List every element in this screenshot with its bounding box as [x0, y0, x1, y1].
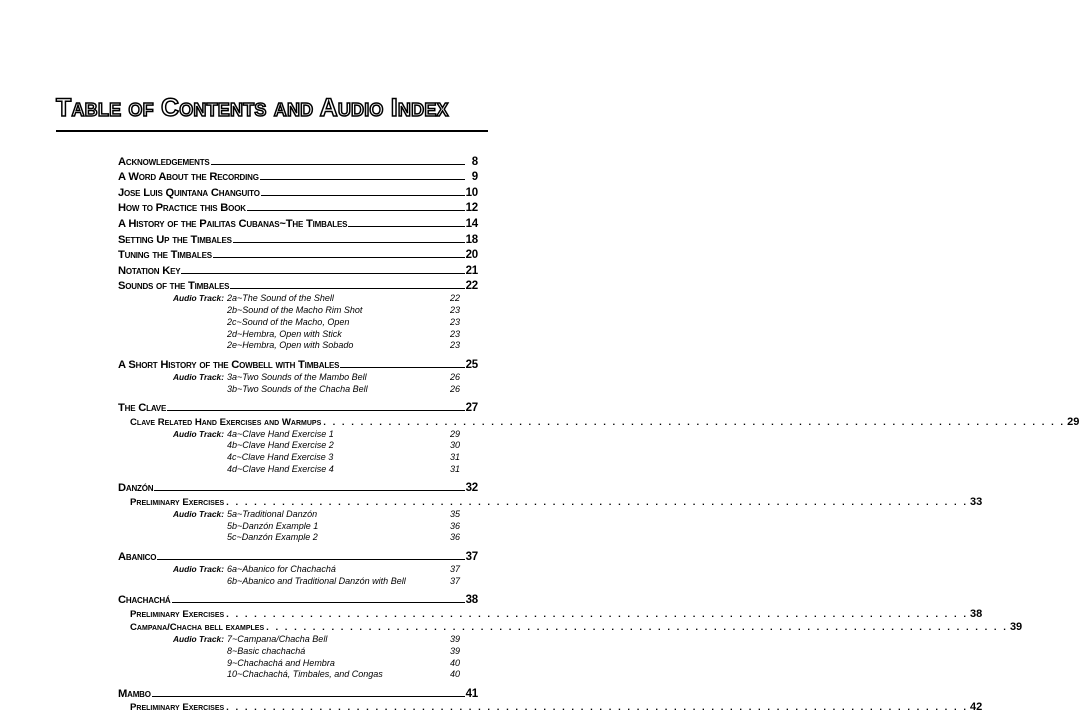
audio-track-row[interactable] — [118, 428, 478, 440]
audio-track-page: 29 — [449, 428, 460, 439]
leader-line — [152, 696, 465, 697]
toc-entry[interactable] — [118, 152, 478, 168]
leader-line — [261, 195, 465, 196]
toc-entry-title: Setting Up the Timbales — [118, 233, 232, 246]
audio-track-row[interactable] — [118, 371, 478, 383]
audio-track-page: 39 — [449, 645, 460, 656]
audio-track-title: 6a~Abanico for Chachachá — [227, 563, 336, 574]
toc-entry-title: Acknowledgements — [118, 155, 210, 168]
audio-track-page: 26 — [449, 371, 460, 382]
toc-page-number: 20 — [465, 249, 478, 262]
toc-entry-title: Abanico — [118, 550, 157, 563]
toc-entry-title: Notation Key — [118, 264, 181, 277]
toc-entry[interactable] — [118, 277, 478, 293]
leader-line — [154, 490, 464, 491]
toc-entry-title: How to Practice this Book — [118, 202, 246, 215]
toc-subentry-title: Preliminary Exercises — [130, 496, 225, 508]
toc-entry[interactable] — [118, 547, 478, 563]
audio-track-title: 3a~Two Sounds of the Mambo Bell — [227, 371, 367, 382]
title-rule — [56, 130, 488, 132]
toc-subentry-title: Campana/Chacha bell examples — [130, 622, 265, 634]
toc-entry[interactable] — [118, 684, 478, 700]
audio-track-row[interactable] — [118, 439, 478, 451]
leader-line — [181, 273, 464, 274]
dot-leader: . . . . . . . . . . . . . . . . . . . . . . . . . . . . . . . . . . . . . . . . . . . . . . . . . . . . . . . . . . . . . . . . . . . . . . . . . . . . . . . . — [226, 496, 968, 508]
toc-subentry[interactable] — [118, 606, 983, 620]
audio-track-prefix: Audio Track: — [172, 563, 224, 574]
dot-leader: . . . . . . . . . . . . . . . . . . . . . . . . . . . . . . . . . . . . . . . . . . . . . . . . . . . . . . . . . . . . . . . . . . . . . . . . . . . . . . . . — [226, 702, 968, 713]
audio-track-page: 23 — [449, 340, 460, 351]
toc-subentry[interactable] — [118, 414, 1079, 428]
toc-entry-title: Tuning the Timbales — [118, 249, 212, 262]
toc-subentry[interactable] — [118, 620, 1023, 634]
toc-subentry[interactable] — [118, 700, 983, 713]
audio-track-row[interactable] — [118, 633, 478, 645]
toc-page-number: 27 — [465, 402, 478, 415]
audio-track-page: 35 — [449, 508, 460, 519]
toc-subentry-title: Preliminary Exercises — [130, 608, 225, 620]
audio-track-row[interactable] — [118, 575, 478, 587]
toc-page-number: 41 — [465, 687, 478, 700]
toc-page-number: 32 — [465, 482, 478, 495]
audio-track-prefix: Audio Track: — [172, 428, 224, 439]
audio-track-row[interactable] — [118, 531, 478, 543]
audio-track-title: 2a~The Sound of the Shell — [227, 293, 334, 304]
leader-line — [213, 257, 465, 258]
audio-track-page: 31 — [449, 463, 460, 474]
audio-track-row[interactable] — [118, 657, 478, 669]
audio-track-page: 37 — [449, 575, 460, 586]
audio-track-title: 4b~Clave Hand Exercise 2 — [227, 440, 334, 451]
audio-track-title: 7~Campana/Chacha Bell — [227, 633, 328, 644]
audio-track-title: 6b~Abanico and Traditional Danzón with Bell — [227, 575, 406, 586]
leader-line — [260, 179, 465, 180]
toc-entry-title: Jose Luis Quintana Changuito — [118, 186, 260, 199]
toc-page-number: 22 — [465, 280, 478, 293]
leader-line — [157, 559, 464, 560]
audio-track-title: 5c~Danzón Example 2 — [227, 532, 318, 543]
audio-track-row[interactable] — [118, 668, 478, 680]
toc-page-number: 42 — [969, 701, 983, 713]
toc-page-number: 10 — [465, 186, 478, 199]
page-title: Table of Contents and Audio Index — [56, 94, 449, 122]
toc-entry[interactable] — [118, 168, 478, 184]
audio-track-page: 36 — [449, 520, 460, 531]
audio-track-row[interactable] — [118, 463, 478, 475]
toc-page-number: 39 — [1009, 621, 1023, 634]
toc-page-number: 33 — [969, 495, 983, 508]
toc-page-number: 21 — [465, 264, 478, 277]
toc-entry[interactable] — [118, 479, 478, 495]
toc-page-number: 38 — [465, 594, 478, 607]
audio-track-title: 5b~Danzón Example 1 — [227, 520, 319, 531]
audio-track-page: 37 — [449, 563, 460, 574]
audio-track-page: 30 — [449, 440, 460, 451]
toc-entry-title: A Word About the Recording — [118, 171, 259, 184]
audio-track-row[interactable] — [118, 328, 478, 340]
audio-track-title: 10~Chachachá, Timbales, and Congas — [227, 669, 383, 680]
audio-track-title: 5a~Traditional Danzón — [227, 508, 318, 519]
audio-track-page: 23 — [449, 328, 460, 339]
leader-line — [247, 210, 465, 211]
toc-entry-title: Danzón — [118, 482, 154, 495]
audio-track-prefix: Audio Track: — [172, 633, 224, 644]
toc-subentry[interactable] — [118, 494, 983, 508]
leader-line — [340, 367, 464, 368]
toc-entry-title: Sounds of the Timbales — [118, 280, 230, 293]
audio-track-title: 9~Chachachá and Hembra — [227, 657, 335, 668]
dot-leader: . . . . . . . . . . . . . . . . . . . . . . . . . . . . . . . . . . . . . . . . . . . . . . . . . . . . . . . . . . . . . . . . . . . . . . . . . . . . . . . . — [226, 608, 968, 620]
audio-track-page: 23 — [449, 316, 460, 327]
toc-entry[interactable] — [118, 355, 478, 371]
audio-track-title: 2d~Hembra, Open with Stick — [227, 328, 342, 339]
toc-page-number: 8 — [471, 155, 478, 168]
leader-line — [230, 288, 464, 289]
audio-track-row[interactable] — [118, 340, 478, 352]
audio-track-page: 31 — [449, 452, 460, 463]
toc-page-number: 14 — [465, 217, 478, 230]
table-of-contents — [118, 152, 1079, 713]
toc-page-number: 38 — [969, 607, 983, 620]
dot-leader: . . . . . . . . . . . . . . . . . . . . . . . . . . . . . . . . . . . . . . . . . . . . . . . . . . . . . . . . . . . . . . . . . . . . . . . . . . . . . . . . — [323, 416, 1066, 428]
toc-entry[interactable] — [118, 399, 478, 415]
toc-entry[interactable] — [118, 230, 478, 246]
audio-track-title: 8~Basic chachachá — [227, 645, 306, 656]
audio-track-row[interactable] — [118, 563, 478, 575]
toc-page-number: 9 — [471, 171, 478, 184]
toc-entry[interactable] — [118, 199, 478, 215]
audio-track-page: 22 — [449, 293, 460, 304]
toc-entry[interactable] — [118, 261, 478, 277]
toc-entry[interactable] — [118, 590, 478, 606]
audio-track-title: 3b~Two Sounds of the Chacha Bell — [227, 383, 368, 394]
toc-entry-title: Mambo — [118, 687, 151, 700]
toc-page-number: 25 — [465, 358, 478, 371]
audio-track-page: 40 — [449, 669, 460, 680]
toc-page-number: 29 — [1067, 415, 1079, 428]
leader-line — [211, 164, 465, 165]
toc-entry-title: A Short History of the Cowbell with Timbales — [118, 358, 340, 371]
audio-track-row[interactable] — [118, 304, 478, 316]
audio-track-page: 39 — [449, 633, 460, 644]
toc-entry[interactable] — [118, 214, 478, 230]
audio-track-prefix: Audio Track: — [172, 508, 224, 519]
audio-track-title: 4d~Clave Hand Exercise 4 — [227, 463, 334, 474]
audio-track-page: 36 — [449, 532, 460, 543]
toc-entry-title: A History of the Pailitas Cubanas~The Timbales — [118, 217, 348, 230]
audio-track-row[interactable] — [118, 292, 478, 304]
leader-line — [167, 410, 465, 411]
audio-track-page: 40 — [449, 657, 460, 668]
audio-track-title: 4c~Clave Hand Exercise 3 — [227, 452, 334, 463]
audio-track-prefix: Audio Track: — [172, 293, 224, 304]
toc-entry-title: Chachachá — [118, 594, 171, 607]
toc-entry-title: The Clave — [118, 402, 167, 415]
toc-subentry-title: Clave Related Hand Exercises and Warmups — [130, 416, 322, 428]
leader-line — [233, 242, 465, 243]
audio-track-row[interactable] — [118, 316, 478, 328]
audio-track-row[interactable] — [118, 451, 478, 463]
audio-track-row[interactable] — [118, 508, 478, 520]
audio-track-title: 2e~Hembra, Open with Sobado — [227, 340, 354, 351]
dot-leader: . . . . . . . . . . . . . . . . . . . . . . . . . . . . . . . . . . . . . . . . . . . . . . . . . . . . . . . . . . . . . . . . . . . . . . . . . . . . . . . . — [266, 622, 1008, 634]
toc-page-number: 12 — [465, 202, 478, 215]
toc-page-number: 37 — [465, 550, 478, 563]
audio-track-title: 2b~Sound of the Macho Rim Shot — [227, 305, 363, 316]
audio-track-row[interactable] — [118, 383, 478, 395]
toc-subentry-title: Preliminary Exercises — [130, 702, 225, 713]
leader-line — [172, 602, 465, 603]
audio-track-title: 2c~Sound of the Macho, Open — [227, 316, 350, 327]
audio-track-page: 23 — [449, 305, 460, 316]
toc-entry[interactable] — [118, 183, 478, 199]
audio-track-title: 4a~Clave Hand Exercise 1 — [227, 428, 334, 439]
toc-page-number: 18 — [465, 233, 478, 246]
leader-line — [348, 226, 464, 227]
toc-entry[interactable] — [118, 246, 478, 262]
audio-track-page: 26 — [449, 383, 460, 394]
audio-track-row[interactable] — [118, 520, 478, 532]
audio-track-row[interactable] — [118, 645, 478, 657]
audio-track-prefix: Audio Track: — [172, 371, 224, 382]
